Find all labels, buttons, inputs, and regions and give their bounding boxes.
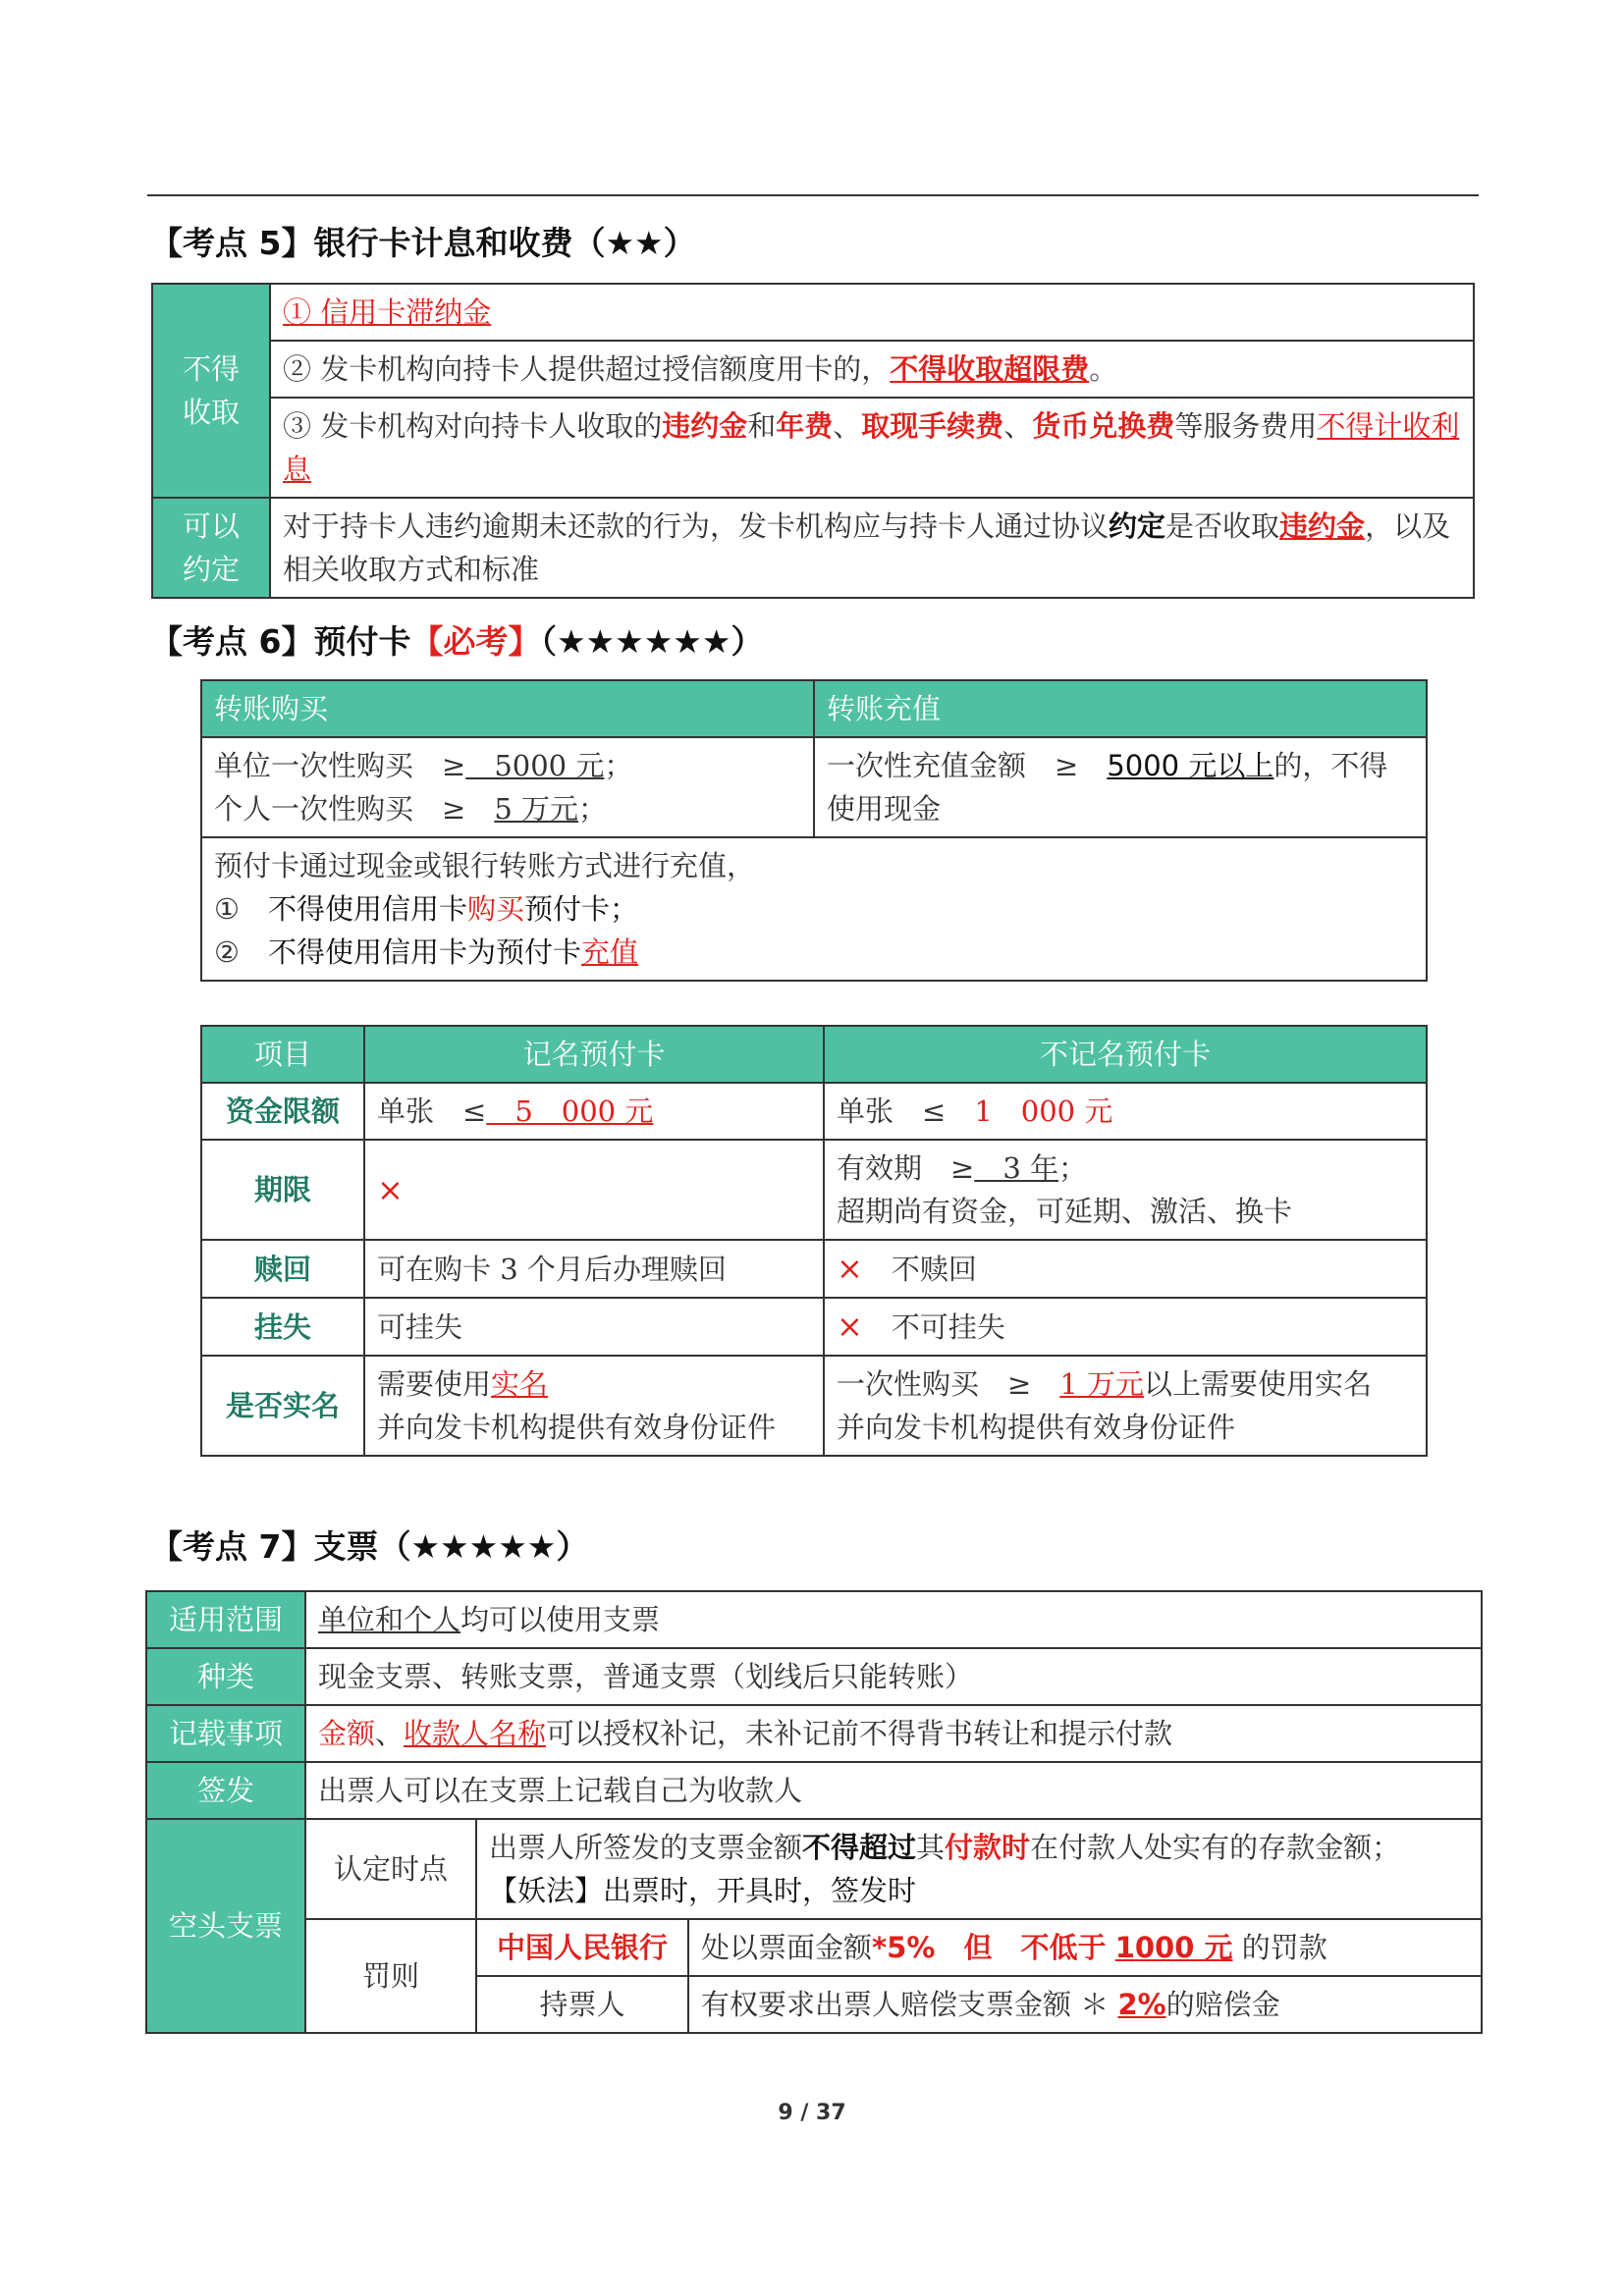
col-transfer-purchase: 转账购买 — [201, 680, 814, 737]
prepaid-card-compare-table — [200, 1025, 1428, 1457]
row-label-redeem: 赎回 — [201, 1240, 364, 1298]
row-label-loss: 挂失 — [201, 1298, 364, 1356]
kind-value: 现金支票、转账支票，普通支票（划线后只能转账） — [305, 1648, 1482, 1705]
named-loss: 可挂失 — [364, 1298, 824, 1356]
anonymous-loss: × 不可挂失 — [824, 1298, 1427, 1356]
col-named-card: 记名预付卡 — [364, 1026, 824, 1083]
section-7-heading: 【考点 7】支票（★★★★★） — [150, 1527, 589, 1566]
purchase-limits: 单位一次性购买 ≥ 5000 元； 个人一次性购买 ≥ 5 万元； — [201, 737, 814, 837]
time-label: 认定时点 — [305, 1819, 476, 1919]
named-term — [364, 1140, 824, 1240]
section-6-heading: 【考点 6】预付卡【必考】（★★★★★★） — [150, 622, 764, 661]
no-interest-row: ③ 发卡机构对向持卡人收取的违约金和年费、取现手续费、货币兑换费等服务费用不得计收利息 — [270, 398, 1474, 498]
cross-icon: × — [377, 1170, 404, 1208]
holder-label: 持票人 — [476, 1976, 688, 2033]
cheque-table — [145, 1590, 1483, 2034]
header-rule — [147, 194, 1479, 196]
recharge-notes: 预付卡通过现金或银行转账方式进行充值， ① 不得使用信用卡购买预付卡； ② 不得使用信用卡为预付卡充值 — [201, 837, 1427, 981]
anonymous-realname: 一次性购买 ≥ 1 万元以上需要使用实名 并向发卡机构提供有效身份证件 — [824, 1356, 1427, 1456]
issue-value: 出票人可以在支票上记载自己为收款人 — [305, 1762, 1482, 1819]
not-charge-label: 不得收取 — [152, 284, 270, 498]
col-transfer-recharge: 转账充值 — [814, 680, 1427, 737]
kind-label: 种类 — [146, 1648, 305, 1705]
row-label-realname: 是否实名 — [201, 1356, 364, 1456]
issue-label: 签发 — [146, 1762, 305, 1819]
row-label-term: 期限 — [201, 1140, 364, 1240]
page-number: 9 / 37 — [778, 2101, 846, 2125]
record-value: 金额、收款人名称可以授权补记，未补记前不得背书转让和提示付款 — [305, 1705, 1482, 1762]
pboc-penalty: 处以票面金额*5% 但 不低于 1000 元 的罚款 — [688, 1919, 1482, 1976]
col-item: 项目 — [201, 1026, 364, 1083]
agree-label: 可以约定 — [152, 498, 270, 598]
anonymous-limit: 单张 ≤ 1 000 元 — [824, 1083, 1427, 1140]
late-fee-row: ① 信用卡滞纳金 — [270, 284, 1474, 341]
named-limit: 单张 ≤ 5 000 元 — [364, 1083, 824, 1140]
prepaid-transfer-table — [200, 679, 1428, 982]
anonymous-redeem: × 不赎回 — [824, 1240, 1427, 1298]
time-value: 出票人所签发的支票金额不得超过其付款时在付款人处实有的存款金额； 【妖法】出票时，开具时，签发时 — [476, 1819, 1482, 1919]
record-label: 记载事项 — [146, 1705, 305, 1762]
holder-compensation: 有权要求出票人赔偿支票金额 ＊ 2%的赔偿金 — [688, 1976, 1482, 2033]
scope-value: 单位和个人均可以使用支票 — [305, 1591, 1482, 1648]
cross-icon: × — [837, 1250, 863, 1287]
col-anonymous-card: 不记名预付卡 — [824, 1026, 1427, 1083]
bounce-label: 空头支票 — [146, 1819, 305, 2033]
overlimit-row: ② 发卡机构向持卡人提供超过授信额度用卡的，不得收取超限费。 — [270, 341, 1474, 398]
scope-label: 适用范围 — [146, 1591, 305, 1648]
cross-icon: × — [837, 1308, 863, 1345]
penalty-label: 罚则 — [305, 1919, 476, 2033]
pboc-label: 中国人民银行 — [476, 1919, 688, 1976]
anonymous-term: 有效期 ≥ 3 年； 超期尚有资金，可延期、激活、换卡 — [824, 1140, 1427, 1240]
named-redeem: 可在购卡 3 个月后办理赎回 — [364, 1240, 824, 1298]
agree-row: 对于持卡人违约逾期未还款的行为，发卡机构应与持卡人通过协议约定是否收取违约金，以及相关收取方式和标准 — [270, 498, 1474, 598]
section-5-heading: 【考点 5】银行卡计息和收费（★★） — [150, 224, 696, 262]
bank-card-fee-table — [151, 283, 1475, 599]
recharge-limit: 一次性充值金额 ≥ 5000 元以上的，不得使用现金 — [814, 737, 1427, 837]
named-realname: 需要使用实名 并向发卡机构提供有效身份证件 — [364, 1356, 824, 1456]
row-label-limit: 资金限额 — [201, 1083, 364, 1140]
